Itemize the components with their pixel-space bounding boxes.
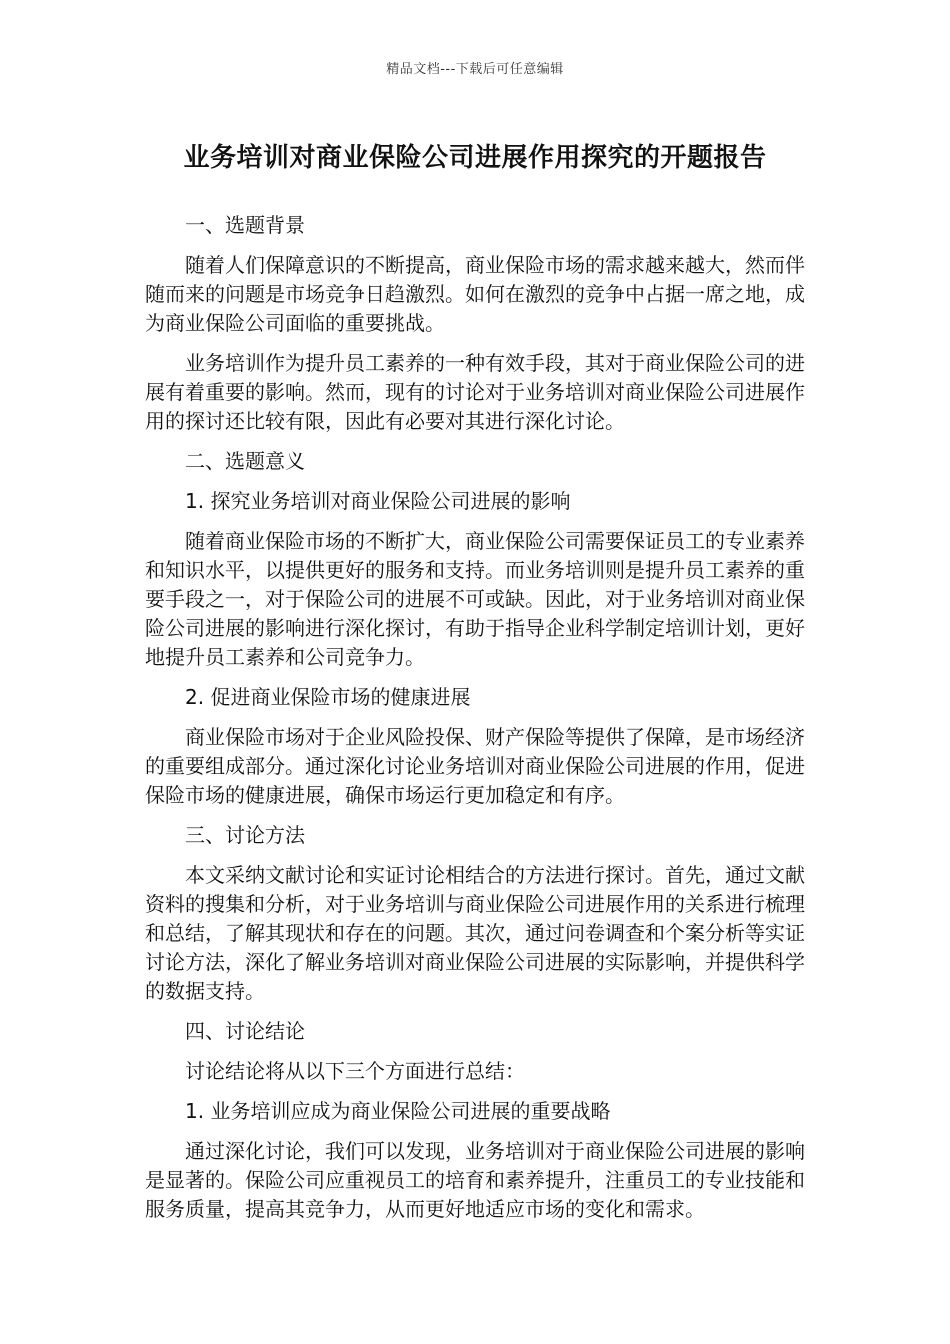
subheading: 1. 业务培训应成为商业保险公司进展的重要战略 xyxy=(185,1099,611,1123)
paragraph: 通过深化讨论，我们可以发现，业务培训对于商业保险公司进展的影响是显著的。保险公司应重视员工的培育和素养提升，注重员工的专业技能和服务质量，提高其竞争力，从而更好地适应市场的变化和需求。 xyxy=(145,1139,805,1221)
paragraph: 随着商业保险市场的不断扩大，商业保险公司需要保证员工的专业素养和知识水平，以提供更好的服务和支持。而业务培训则是提升员工素养的重要手段之一，对于保险公司的进展不可或缺。因此，对于业务培训对商业保险公司进展的影响进行深化探讨，有助于指导企业科学制定培训计划，更好地提升员工素养和公司竞争力。 xyxy=(145,529,805,669)
paragraph: 商业保险市场对于企业风险投保、财产保险等提供了保障，是市场经济的重要组成部分。通过深化讨论业务培训对商业保险公司进展的作用，促进保险市场的健康进展，确保市场运行更加稳定和有序。 xyxy=(145,725,805,807)
document-body xyxy=(145,211,805,1235)
paragraph: 随着人们保障意识的不断提高，商业保险市场的需求越来越大，然而伴随而来的问题是市场竞争日趋激烈。如何在激烈的竞争中占据一席之地，成为商业保险公司面临的重要挑战。 xyxy=(145,253,805,335)
subheading: 2. 促进商业保险市场的健康进展 xyxy=(185,685,471,709)
section-heading-background: 一、选题背景 xyxy=(185,213,305,237)
paragraph: 讨论结论将从以下三个方面进行总结： xyxy=(185,1059,525,1083)
section-heading-significance: 二、选题意义 xyxy=(185,449,305,473)
section-heading-method: 三、讨论方法 xyxy=(185,823,305,847)
subheading: 1. 探究业务培训对商业保险公司进展的影响 xyxy=(185,489,571,513)
paragraph: 本文采纳文献讨论和实证讨论相结合的方法进行探讨。首先，通过文献资料的搜集和分析，对于业务培训与商业保险公司进展作用的关系进行梳理和总结，了解其现状和存在的问题。其次，通过问卷调查和个案分析等实证讨论方法，深化了解业务培训对商业保险公司进展的实际影响，并提供科学的数据支持。 xyxy=(145,863,805,1003)
paragraph: 业务培训作为提升员工素养的一种有效手段，其对于商业保险公司的进展有着重要的影响。然而，现有的讨论对于业务培训对商业保险公司进展作用的探讨还比较有限，因此有必要对其进行深化讨论。 xyxy=(145,351,805,433)
header-note: 精品文档---下载后可任意编辑 xyxy=(386,62,564,77)
document-title: 业务培训对商业保险公司进展作用探究的开题报告 xyxy=(183,143,767,173)
section-heading-conclusion: 四、讨论结论 xyxy=(185,1019,305,1043)
